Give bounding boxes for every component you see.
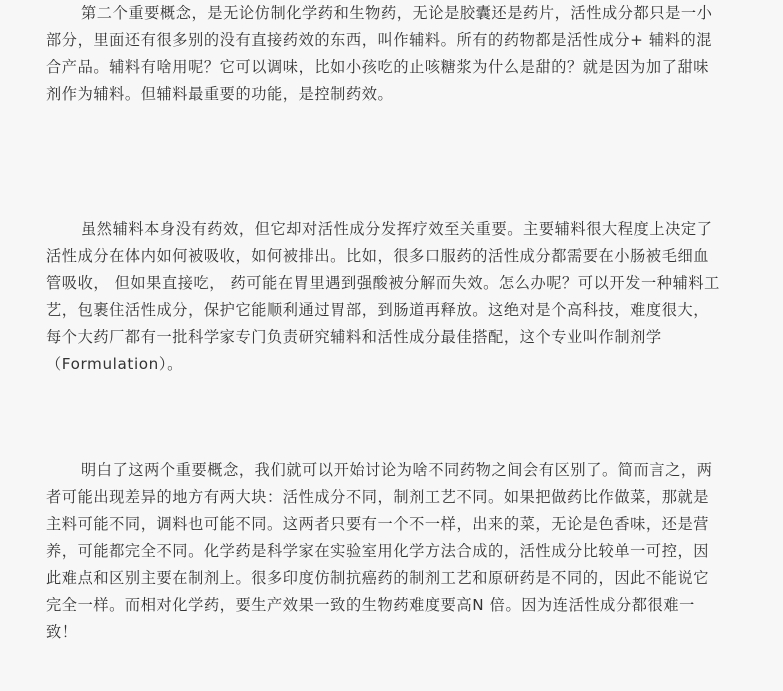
paragraph-excipient-concept xyxy=(46,0,746,108)
text-line: 部分，里面还有很多别的没有直接药效的东西，叫作辅料。所有的药物都是活性成分+ 辅料的混 xyxy=(46,31,713,49)
text-line: 活性成分在体内如何被吸收，如何被排出。比如，很多口服药的活性成分都需要在小肠被毛细血 xyxy=(46,247,710,265)
text-line: 完全一样。而相对化学药，要生产效果一致的生物药难度要高N 倍。因为连活性成分都很难一 xyxy=(46,596,695,614)
paragraph-drug-differences xyxy=(46,457,746,646)
text-line: 管吸收， 但如果直接吃， 药可能在胃里遇到强酸被分解而失效。怎么办呢？可以开发一种辅料工 xyxy=(46,274,720,292)
text-line: 明白了这两个重要概念，我们就可以开始讨论为啥不同药物之间会有区别了。简而言之，两 xyxy=(81,461,713,479)
text-line: 养，可能都完全不同。化学药是科学家在实验室用化学方法合成的，活性成分比较单一可控，因 xyxy=(46,542,710,560)
text-line: 每个大药厂都有一批科学家专门负责研究辅料和活性成分最佳搭配，这个专业叫作制剂学 xyxy=(46,328,662,346)
text-line: 主料可能不同，调料也可能不同。这两者只要有一个不一样，出来的菜，无论是色香味，还是营 xyxy=(46,515,710,533)
text-line: 剂作为辅料。但辅料最重要的功能，是控制药效。 xyxy=(46,85,394,103)
text-line: 者可能出现差异的地方有两大块：活性成分不同，制剂工艺不同。如果把做药比作做菜，那就是 xyxy=(46,488,710,506)
text-line: 致！ xyxy=(46,623,78,641)
text-line: （Formulation）。 xyxy=(46,355,183,373)
text-line: 合产品。辅料有啥用呢？它可以调味，比如小孩吃的止咳糖浆为什么是甜的？就是因为加了甜味 xyxy=(46,58,710,76)
text-line: 虽然辅料本身没有药效，但它却对活性成分发挥疗效至关重要。主要辅料很大程度上决定了 xyxy=(81,220,713,238)
text-line: 艺，包裹住活性成分，保护它能顺利通过胃部，到肠道再释放。这绝对是个高科技，难度很大， xyxy=(46,301,710,319)
text-line: 此难点和区别主要在制剂上。很多印度仿制抗癌药的制剂工艺和原研药是不同的，因此不能说它 xyxy=(46,569,710,587)
text-line: 第二个重要概念，是无论仿制化学药和生物药，无论是胶囊还是药片，活性成分都只是一小 xyxy=(81,4,713,22)
paragraph-excipient-importance xyxy=(46,216,746,378)
